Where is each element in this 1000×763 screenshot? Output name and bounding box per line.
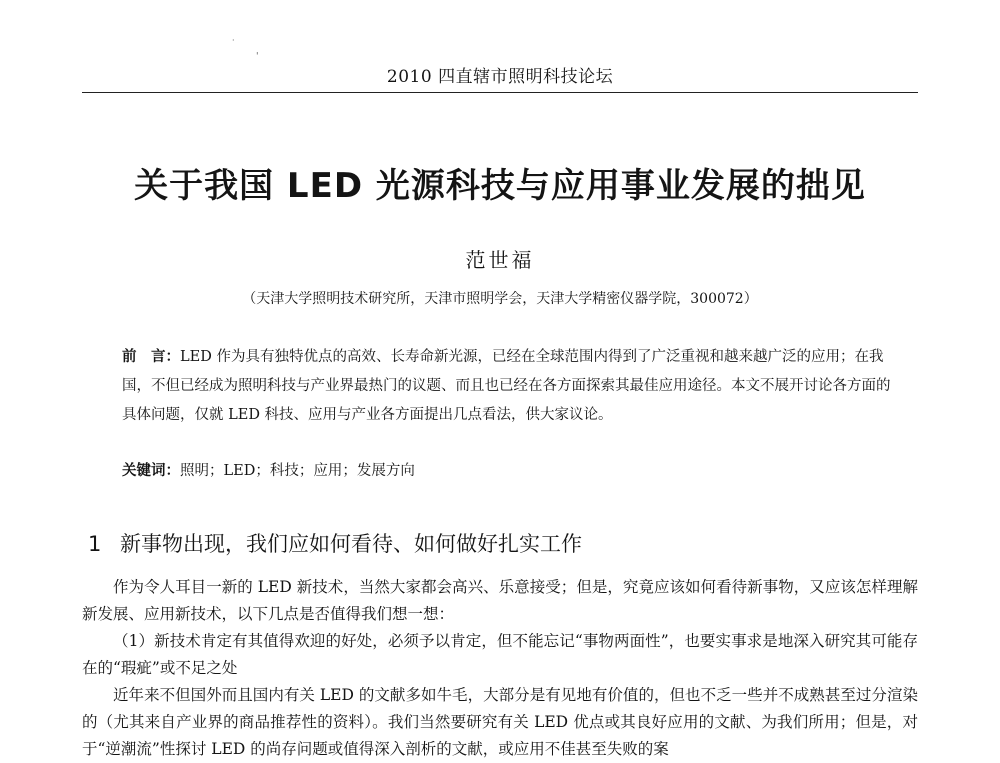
body-paragraph: （1）新技术肯定有其值得欢迎的好处，必须予以肯定，但不能忘记“事物两面性”，也要实事求是地深入研究其可能存在的“瑕疵”或不足之处	[82, 632, 918, 677]
article-title: 关于我国 LED 光源科技与应用事业发展的拙见	[134, 166, 866, 206]
scan-mark: '	[256, 52, 259, 62]
abstract	[122, 342, 892, 430]
author-affiliation: （天津大学照明技术研究所，天津市照明学会，天津大学精密仪器学院，300072）	[242, 291, 758, 307]
keywords-text: 照明；LED；科技；应用；发展方向	[180, 463, 415, 479]
header-rule	[82, 92, 918, 93]
section-number: 1	[88, 532, 102, 556]
abstract-label: 前 言：	[122, 348, 180, 365]
body-paragraph: 作为令人耳目一新的 LED 新技术，当然大家都会高兴、乐意接受；但是，究竟应该如何看待新事物，又应该怎样理解新发展、应用新技术，以下几点是否值得我们想一想：	[82, 578, 918, 623]
scan-mark: ·	[232, 36, 235, 45]
author-name: 范世福	[465, 248, 535, 272]
running-header: 2010 四直辖市照明科技论坛	[386, 67, 614, 87]
body-paragraph: 近年来不但国外而且国内有关 LED 的文献多如牛毛，大部分是有见地有价值的，但也不乏一些并不成熟甚至过分渲染的（尤其来自产业界的商品推荐性的资料）。我们当然要研究有关 LED 优点或其良好应用的文献、为我们所用；但是，对于“逆潮流”性探讨 LED 的尚存问题或值得深入剖析的文献，或应用不佳甚至失败的案	[82, 686, 918, 758]
abstract-text: LED 作为具有独特优点的高效、长寿命新光源，已经在全球范围内得到了广泛重视和越来越广泛的应用；在我国，不但已经成为照明科技与产业界最热门的议题、而且也已经在各方面探索其最佳应用途径。本文不展开讨论各方面的具体问题，仅就 LED 科技、应用与产业各方面提出几点看法，供大家议论。	[122, 349, 891, 423]
section-body	[82, 574, 918, 763]
keywords-label: 关键词：	[122, 462, 180, 479]
section-heading	[88, 528, 582, 558]
keywords	[122, 458, 892, 484]
section-title: 新事物出现，我们应如何看待、如何做好扎实工作	[120, 532, 582, 556]
